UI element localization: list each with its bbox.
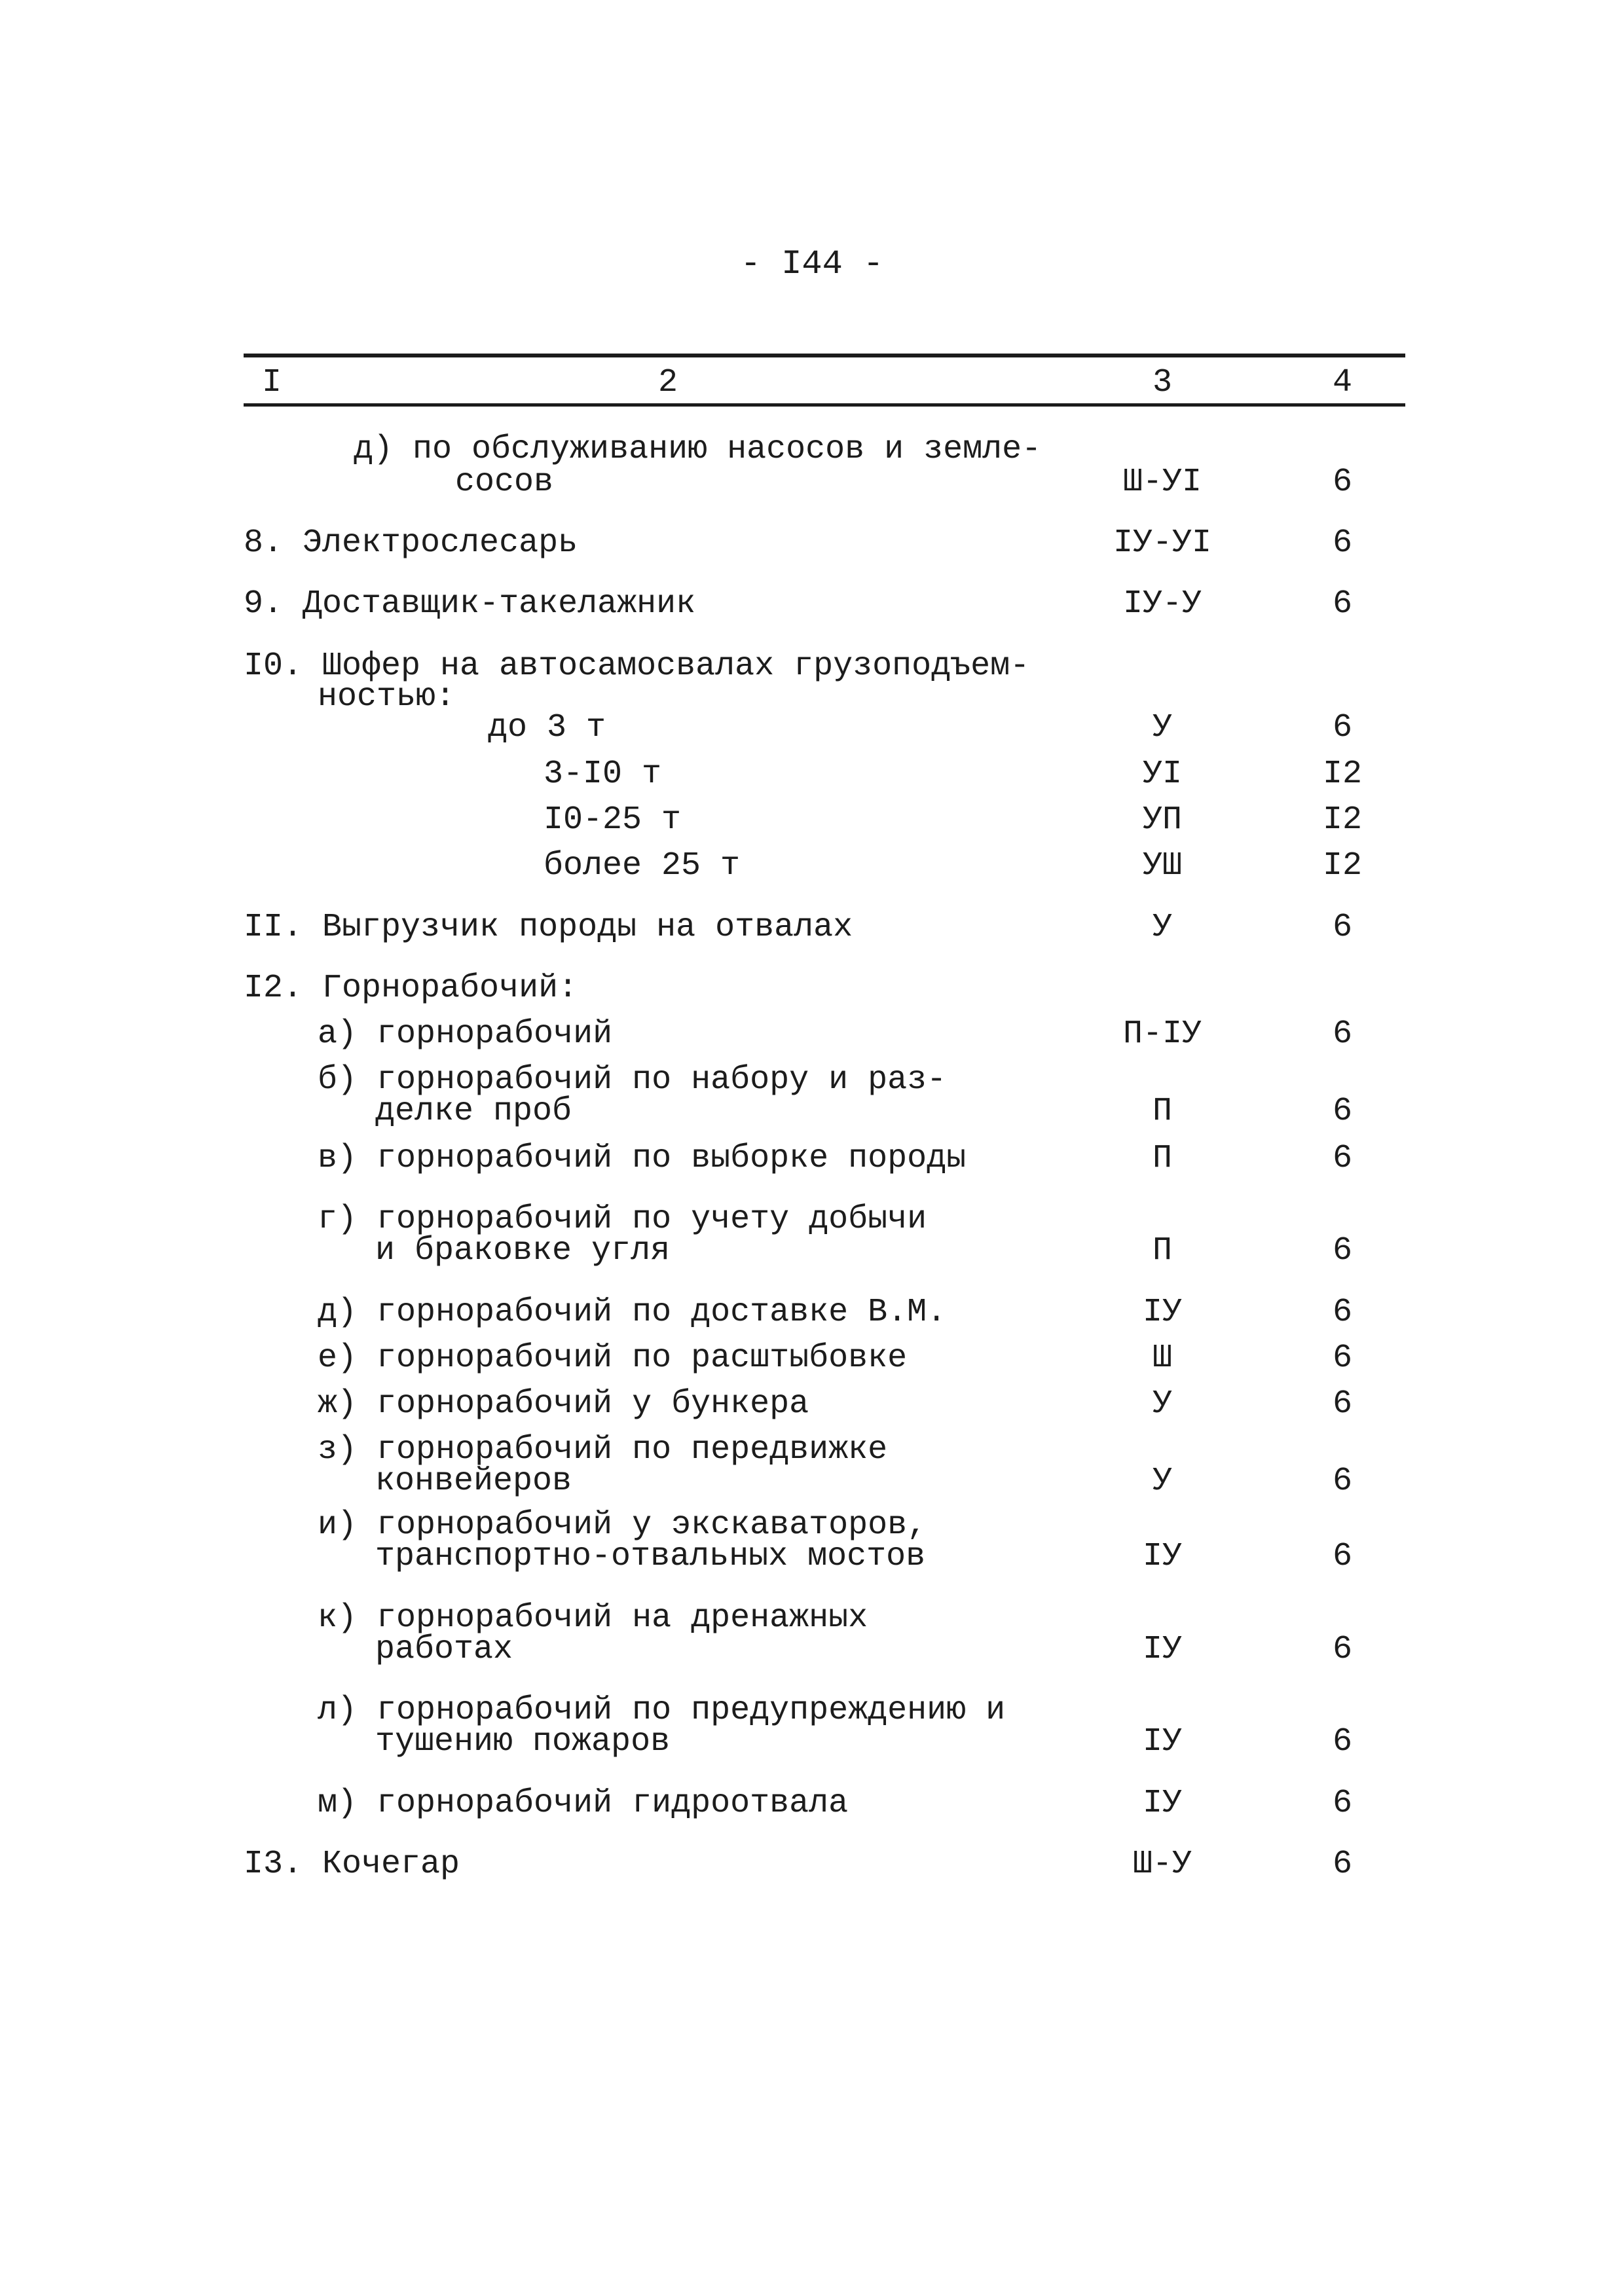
item-12k-line-2: работах [375,1631,513,1668]
col-header-1: I [262,364,282,401]
item-8-value: 6 [1332,524,1352,562]
item-pumps-line-1: д) по обслуживанию насосов и земле- [354,431,1042,468]
item-12g-grade: П [1152,1232,1172,1269]
item-12l-grade: IУ [1142,1723,1182,1760]
item-12k-grade: IУ [1142,1631,1182,1668]
item-12z-line-2: конвейеров [375,1463,572,1500]
item-13-grade: Ш-У [1132,1846,1192,1883]
capacity-up-to-3t: до 3 т [488,709,606,746]
item-12g-line-2: и браковке угля [375,1232,671,1269]
item-11-value: 6 [1332,909,1352,946]
item-12a-grade: П-IУ [1122,1015,1202,1053]
item-12m-value: 6 [1332,1785,1352,1822]
item-pumps-grade: Ш-УI [1122,464,1202,501]
item-10-line-2: ностью: [318,678,456,716]
item-12b-line-2: делке проб [375,1093,572,1130]
item-12e-label: е) горнорабочий по расштыбовке [318,1339,908,1377]
capacity-up-to-3t-value: 6 [1332,709,1352,746]
col-header-3: 3 [1153,364,1173,401]
item-pumps-value: 6 [1332,464,1352,501]
item-8-label: 8. Электрослесарь [244,524,578,562]
item-11-label: II. Выгрузчик породы на отвалах [244,909,853,946]
capacity-over-25t-value: I2 [1322,847,1362,884]
item-12z-line-1: з) горнорабочий по передвижке [318,1431,888,1468]
item-12z-value: 6 [1332,1463,1352,1500]
capacity-3-10t-value: I2 [1322,756,1362,793]
item-12d-label: д) горнорабочий по доставке В.М. [318,1294,947,1331]
item-12e-value: 6 [1332,1339,1352,1377]
item-12v-value: 6 [1332,1140,1352,1177]
item-8-grade: IУ-УI [1113,524,1212,562]
capacity-up-to-3t-grade: У [1152,709,1172,746]
item-12b-grade: П [1152,1093,1172,1130]
capacity-10-25t: I0-25 т [544,801,682,839]
item-10-line-1: I0. Шофер на автосамосвалах грузоподъем- [244,647,1030,685]
item-12k-line-1: к) горнорабочий на дренажных [318,1599,868,1637]
capacity-3-10t-grade: УI [1142,756,1182,793]
item-12zh-label: ж) горнорабочий у бункера [318,1385,809,1423]
item-13-value: 6 [1332,1846,1352,1883]
item-12v-grade: П [1152,1140,1172,1177]
item-12z-grade: У [1152,1463,1172,1500]
item-12a-label: а) горнорабочий [318,1015,613,1053]
capacity-10-25t-grade: УП [1142,801,1182,839]
item-12i-line-1: и) горнорабочий у экскаваторов, [318,1506,927,1544]
col-header-2: 2 [658,364,678,401]
item-12g-value: 6 [1332,1232,1352,1269]
item-13-label: I3. Кочегар [244,1846,460,1883]
item-12i-grade: IУ [1142,1538,1182,1575]
item-12zh-grade: У [1152,1385,1172,1423]
item-12i-line-2: транспортно-отвальных мостов [375,1538,926,1575]
capacity-over-25t-grade: УШ [1142,847,1182,884]
table-top-rule [244,354,1405,357]
item-9-grade: IУ-У [1122,585,1202,623]
item-12-label: I2. Горнорабочий: [244,970,578,1007]
item-11-grade: У [1152,909,1172,946]
item-9-label: 9. Доставщик-такелажник [244,585,696,623]
table-header-rule [244,403,1405,407]
item-9-value: 6 [1332,585,1352,623]
capacity-10-25t-value: I2 [1322,801,1362,839]
capacity-over-25t: более 25 т [544,847,741,884]
item-pumps-line-2: сосов [455,464,554,501]
item-12l-value: 6 [1332,1723,1352,1760]
item-12a-value: 6 [1332,1015,1352,1053]
item-12m-label: м) горнорабочий гидроотвала [318,1785,849,1822]
item-12v-label: в) горнорабочий по выборке породы [318,1140,967,1177]
item-12m-grade: IУ [1142,1785,1182,1822]
item-12g-line-1: г) горнорабочий по учету добычи [318,1201,927,1238]
item-12zh-value: 6 [1332,1385,1352,1423]
item-12k-value: 6 [1332,1631,1352,1668]
item-12e-grade: Ш [1152,1339,1172,1377]
item-12d-value: 6 [1332,1294,1352,1331]
item-12b-value: 6 [1332,1093,1352,1130]
item-12b-line-1: б) горнорабочий по набору и раз- [318,1061,947,1099]
item-12l-line-1: л) горнорабочий по предупреждению и [318,1692,1006,1729]
page-number: - I44 - [740,245,884,283]
item-12l-line-2: тушению пожаров [375,1723,671,1760]
col-header-4: 4 [1333,364,1353,401]
capacity-3-10t: 3-I0 т [544,756,662,793]
item-12i-value: 6 [1332,1538,1352,1575]
item-12d-grade: IУ [1142,1294,1182,1331]
